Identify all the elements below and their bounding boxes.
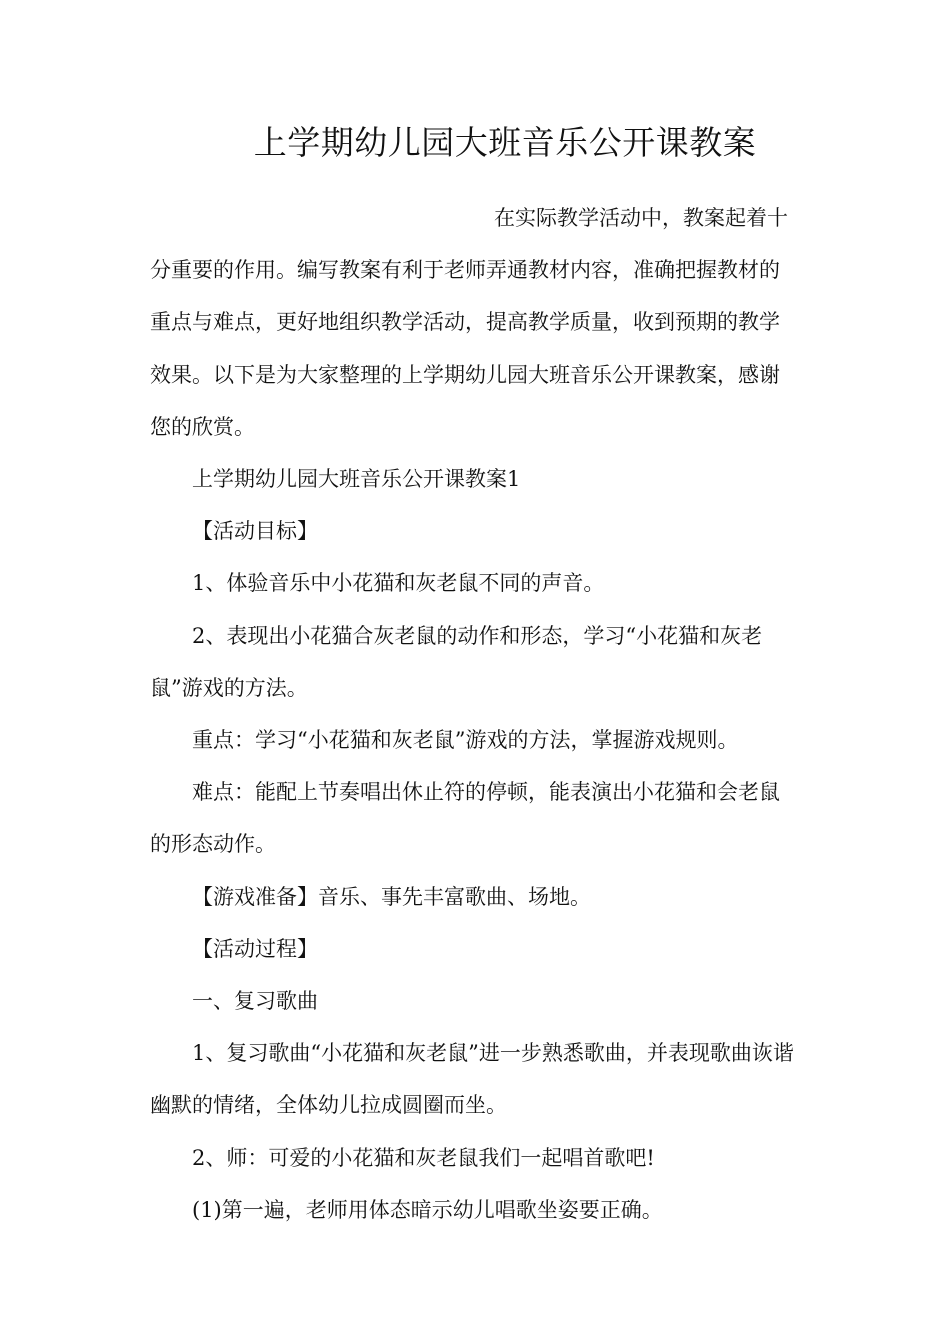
step-review-song: 一、复习歌曲 <box>192 989 318 1014</box>
heading-activity-goals: 【活动目标】 <box>192 519 318 544</box>
document-title: 上学期幼儿园大班音乐公开课教案 <box>253 123 757 162</box>
goal-item-1: 1、体验音乐中小花猫和灰老鼠不同的声音。 <box>192 571 605 596</box>
intro-paragraph: 在实际教学活动中，教案起着十分重要的作用。编写教案有利于老师弄通教材内容，准确把握教材的重点与难点，更好地组织教学活动，提高教学质量，收到预期的教学效果。以下是为大家整理的上学期幼儿园大班音乐公开课教案，感谢您的欣赏。 <box>150 206 788 439</box>
step-1: 1、复习歌曲“小花猫和灰老鼠”进一步熟悉歌曲，并表现歌曲诙谐幽默的情绪，全体幼儿拉成圆圈而坐。 <box>150 1041 794 1118</box>
key-point: 重点：学习“小花猫和灰老鼠”游戏的方法，掌握游戏规则。 <box>192 728 739 753</box>
step-2: 2、师：可爱的小花猫和灰老鼠我们一起唱首歌吧! <box>192 1145 655 1170</box>
goal-item-2: 2、表现出小花猫合灰老鼠的动作和形态，学习“小花猫和灰老鼠”游戏的方法。 <box>150 623 763 700</box>
difficult-point: 难点：能配上节奏唱出休止符的停顿，能表演出小花猫和会老鼠的形态动作。 <box>150 780 780 857</box>
section-heading: 上学期幼儿园大班音乐公开课教案1 <box>192 467 521 492</box>
document-body <box>150 192 798 1236</box>
step-2-sub-1: (1)第一遍，老师用体态暗示幼儿唱歌坐姿要正确。 <box>192 1197 663 1222</box>
heading-activity-process: 【活动过程】 <box>192 936 318 961</box>
game-preparation: 【游戏准备】音乐、事先丰富歌曲、场地。 <box>192 884 591 909</box>
